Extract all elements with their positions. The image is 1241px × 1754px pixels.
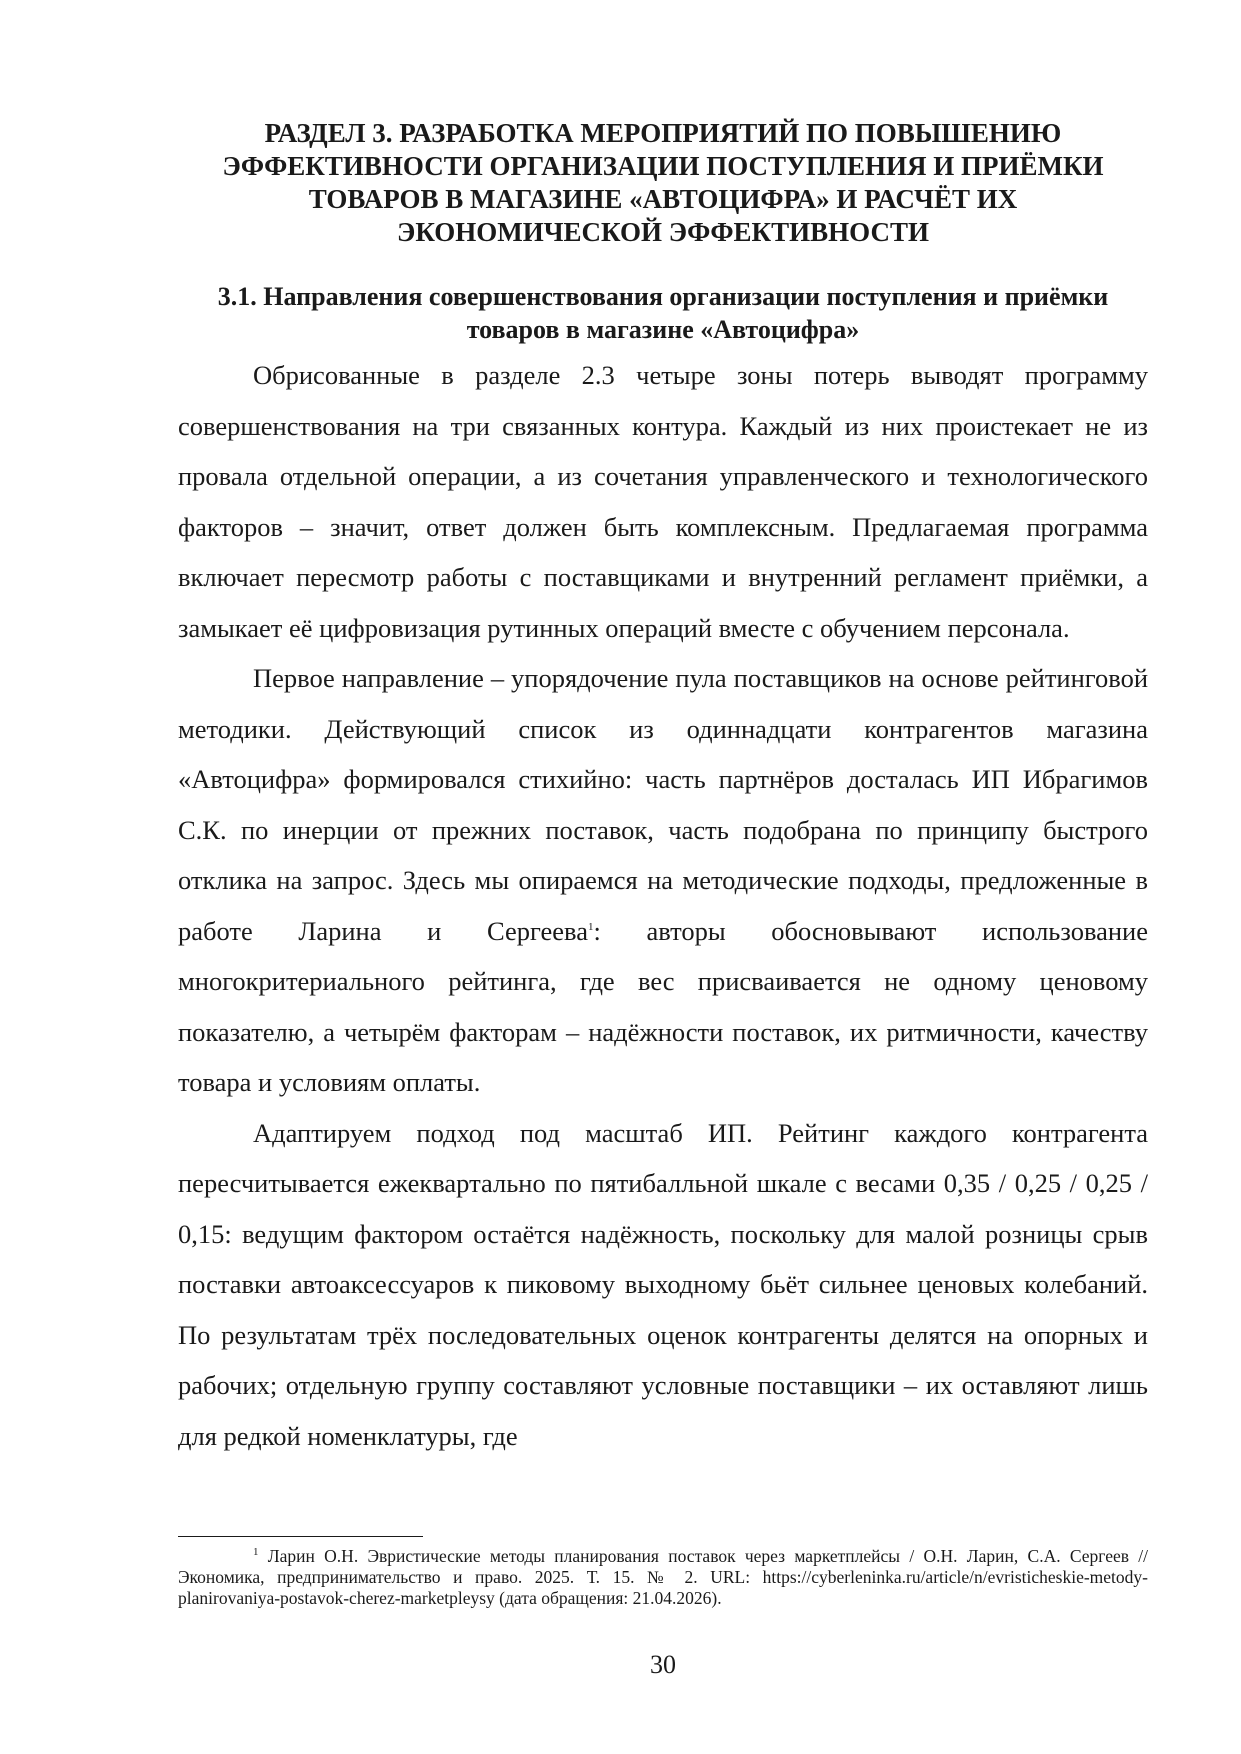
section-title: РАЗДЕЛ 3. РАЗРАБОТКА МЕРОПРИЯТИЙ ПО ПОВЫШЕНИЮ ЭФФЕКТИВНОСТИ ОРГАНИЗАЦИИ ПОСТУПЛЕНИЯ И ПРИЁМКИ ТОВАРОВ В МАГАЗИНЕ «АВТОЦИФРА» И РАСЧЁТ ИХ ЭКОНОМИЧЕСКОЙ ЭФФЕКТИВНОСТИ (222, 118, 1104, 247)
footnote-reference: 1 (587, 920, 594, 933)
page-number: 30 (650, 1650, 676, 1679)
subsection-title: 3.1. Направления совершенствования организации поступления и приёмки товаров в магазине «Автоцифра» (217, 282, 1109, 344)
paragraph-2 (178, 653, 1148, 1108)
body-text (178, 350, 1148, 1461)
paragraph-1: Обрисованные в разделе 2.3 четыре зоны потерь выводят программу совершенствования на три связанных контура. Каждый из них проистекает не из провала отдельной операции, а из сочетания управленческого и технологического факторов – значит, ответ должен быть комплексным. Предлагаемая программа включает пересмотр работы с поставщиками и внутренний регламент приёмки, а замыкает её цифровизация рутинных операций вместе с обучением персонала. (178, 360, 1148, 643)
paragraph-2-text-before-ref: Первое направление – упорядочение пула поставщиков на основе рейтинговой методики. Действующий список из одиннадцати контрагентов магазина «Автоцифра» формировался стихийно: часть партнёров досталась ИП Ибрагимов С.К. по инерции от прежних поставок, часть подобрана по принципу быстрого отклика на запрос. Здесь мы опираемся на методические подходы, предложенные в работе Ларина и Сергеева (178, 663, 1148, 946)
footnote-separator (178, 1536, 423, 1537)
footnote (178, 1546, 1148, 1609)
paragraph-3: Адаптируем подход под масштаб ИП. Рейтинг каждого контрагента пересчитывается ежеквартально по пятибалльной шкале с весами 0,35 / 0,25 / 0,25 / 0,15: ведущим фактором остаётся надёжность, поскольку для малой розницы срыв поставки автоаксессуаров к пиковому выходному бьёт сильнее ценовых колебаний. По результатам трёх последовательных оценок контрагенты делятся на опорных и рабочих; отдельную группу составляют условные поставщики – их оставляют лишь для редкой номенклатуры, где (178, 1117, 1148, 1451)
footnote-text: Ларин О.Н. Эвристические методы планирования поставок через маркетплейсы / О.Н. Ларин, С.А. Сергеев // Экономика, предпринимательство и право. 2025. Т. 15. № 2. URL: https://cyberleninka.ru/article/n/evristicheskie-metody-planirovaniya-postavok-cherez-marketpleysy (дата обращения: 21.04.2026). (178, 1546, 1148, 1608)
paragraph-2-text-after-ref: : авторы обосновывают использование многокритериального рейтинга, где вес присваивается не одному ценовому показателю, а четырём факторам – надёжности поставок, их ритмичности, качеству товара и условиям оплаты. (178, 915, 1148, 1097)
footnote-mark: 1 (253, 1546, 259, 1559)
